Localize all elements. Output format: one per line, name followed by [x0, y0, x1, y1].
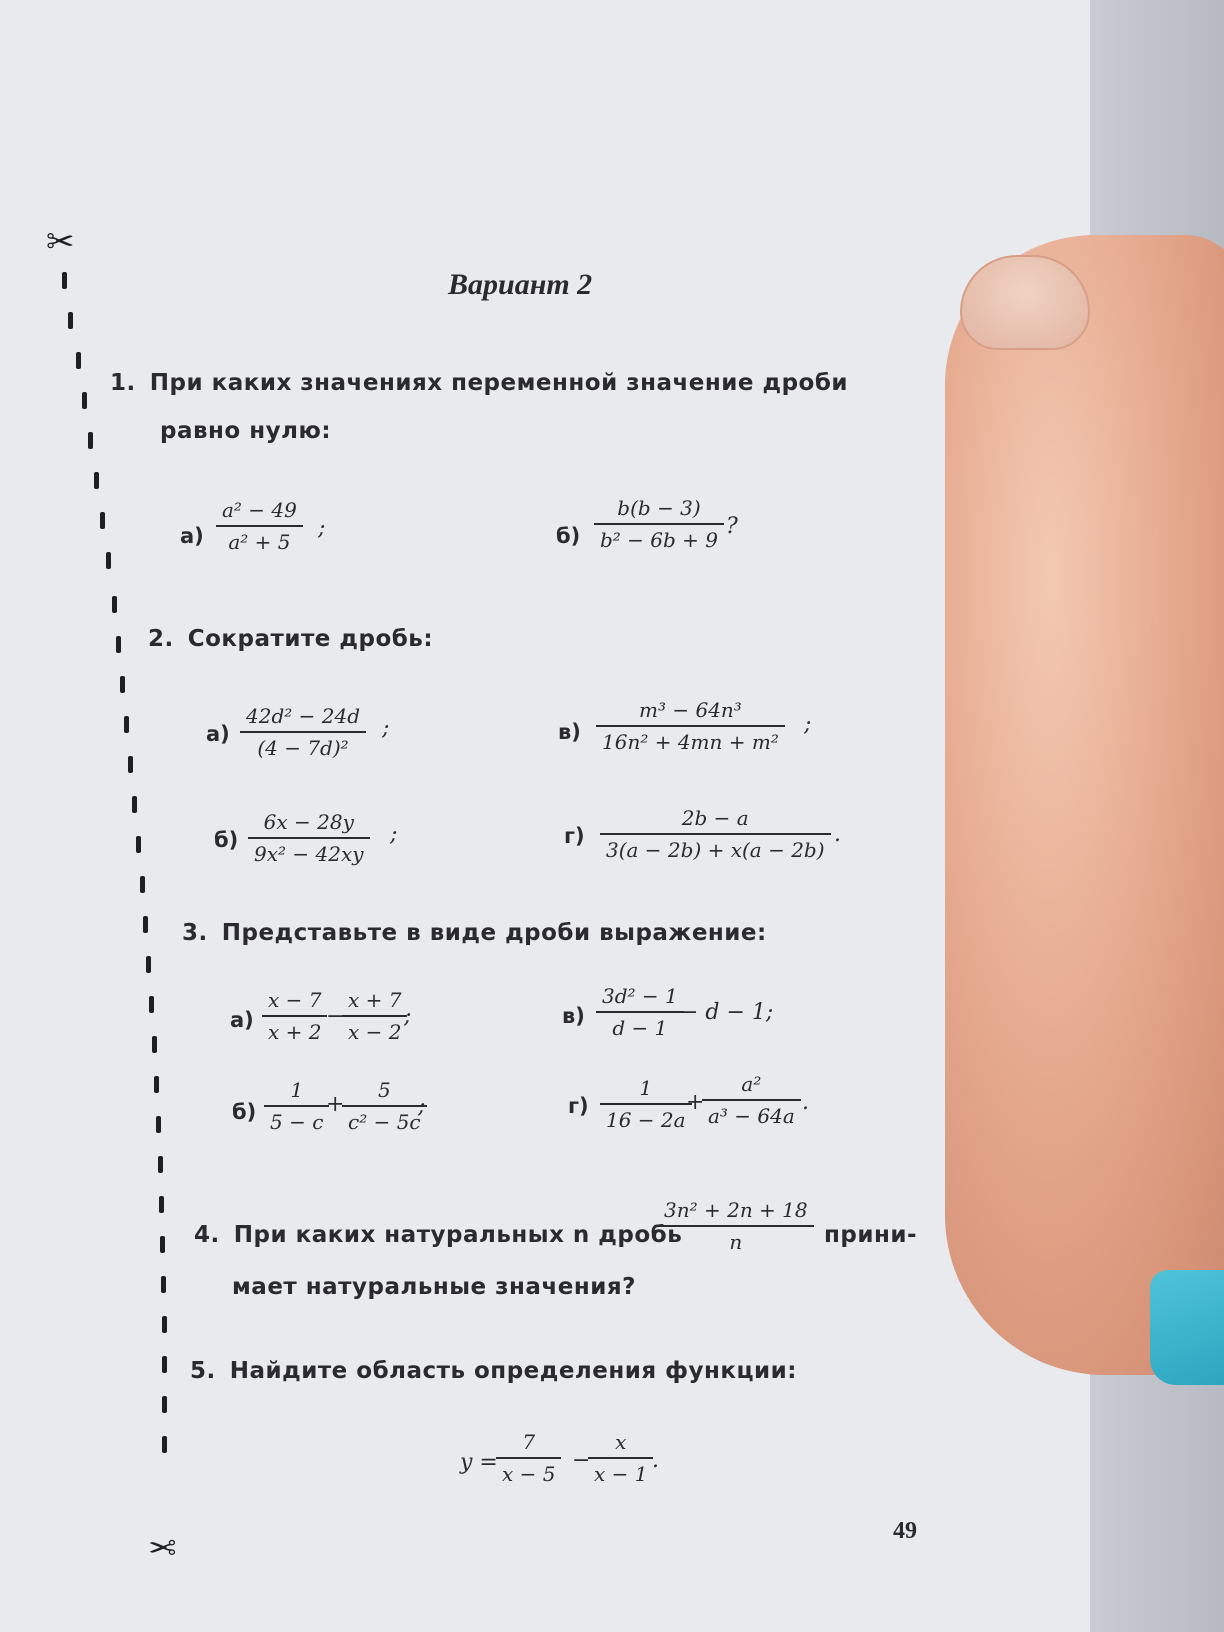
cut-dash: [116, 636, 121, 653]
task-5-lhs: y =: [460, 1450, 498, 1475]
task-3b-punct: ;: [418, 1094, 426, 1119]
numerator: x + 7: [342, 988, 407, 1017]
task-1-line-1: [110, 370, 848, 396]
cut-dash: [100, 512, 105, 529]
task-2a-fraction: [240, 704, 366, 760]
task-2a-punct: ;: [382, 716, 390, 741]
numerator: a² − 49: [216, 498, 303, 527]
task-3-line: [182, 920, 767, 946]
denominator: b² − 6b + 9: [600, 528, 719, 552]
task-1a-label: а): [180, 524, 204, 548]
cut-dash: [82, 392, 87, 409]
task-3a-punct: ;: [404, 1004, 412, 1029]
task-4-number: 4.: [194, 1222, 220, 1248]
task-2v-punct: ;: [804, 712, 812, 737]
task-3g-label: г): [568, 1094, 589, 1118]
task-1b-punct: ?: [726, 514, 738, 539]
task-2g-punct: .: [834, 822, 841, 847]
task-3g-punct: .: [802, 1090, 809, 1115]
task-3g-operator: +: [686, 1090, 705, 1115]
task-1-number: 1.: [110, 370, 136, 396]
numerator: x − 7: [262, 988, 327, 1017]
denominator: c² − 5c: [348, 1110, 421, 1134]
denominator: a³ − 64a: [708, 1104, 795, 1128]
task-1a-fraction: [216, 498, 303, 554]
denominator: a² + 5: [228, 530, 291, 554]
task-3g-fraction-1: [600, 1076, 692, 1132]
cut-dash: [128, 756, 133, 773]
task-3b-fraction-1: [264, 1078, 329, 1134]
denominator: 16 − 2a: [606, 1108, 686, 1132]
numerator: 3d² − 1: [596, 984, 684, 1013]
task-3v-rest: − d − 1;: [680, 1000, 774, 1025]
numerator: b(b − 3): [594, 496, 724, 525]
cut-dash: [149, 996, 154, 1013]
cut-line: [0, 0, 200, 1632]
cut-dash: [88, 432, 93, 449]
task-3a-fraction-1: [262, 988, 327, 1044]
numerator: 1: [264, 1078, 329, 1107]
cut-dash: [106, 552, 111, 569]
cut-dash: [62, 272, 67, 289]
numerator: x: [588, 1430, 653, 1459]
numerator: 1: [600, 1076, 692, 1105]
scissors-icon: ✂: [148, 1526, 177, 1566]
thumb-nail: [960, 255, 1090, 350]
numerator: 2b − a: [600, 806, 831, 835]
task-3-number: 3.: [182, 920, 208, 946]
cut-dash: [124, 716, 129, 733]
task-1-text: При каких значениях переменной значение дроби: [149, 370, 849, 396]
task-5-number: 5.: [190, 1358, 216, 1384]
task-2b-punct: ;: [390, 822, 398, 847]
cut-dash: [94, 472, 99, 489]
task-4-text-end: прини-: [824, 1222, 918, 1248]
task-5-fraction-1: [496, 1430, 561, 1486]
cut-dash: [156, 1116, 161, 1133]
cut-dash: [68, 312, 73, 329]
numerator: a²: [702, 1072, 801, 1101]
denominator: 5 − c: [270, 1110, 324, 1134]
bracelet: [1150, 1270, 1224, 1385]
task-1b-fraction: [594, 496, 724, 552]
denominator: x + 2: [268, 1020, 322, 1044]
task-2b-fraction: [248, 810, 370, 866]
task-3v-label: в): [562, 1004, 585, 1028]
cut-dash: [158, 1156, 163, 1173]
cut-dash: [146, 956, 151, 973]
cut-dash: [154, 1076, 159, 1093]
task-1a-punct: ;: [318, 516, 326, 541]
task-2g-fraction: [600, 806, 831, 862]
page-number: 49: [893, 1518, 917, 1544]
denominator: d − 1: [612, 1016, 668, 1040]
page-title: Вариант 2: [448, 268, 593, 301]
task-3b-label: б): [232, 1100, 257, 1124]
cut-dash: [162, 1396, 167, 1413]
cut-dash: [160, 1236, 165, 1253]
cut-dash: [112, 596, 117, 613]
task-3g-fraction-2: [702, 1072, 801, 1128]
denominator: 3(a − 2b) + x(a − 2b): [606, 838, 825, 862]
task-3-text: Представьте в виде дроби выражение:: [221, 920, 767, 946]
denominator: n: [729, 1230, 743, 1254]
cut-dash: [76, 352, 81, 369]
denominator: x − 1: [594, 1462, 648, 1486]
cut-dash: [161, 1276, 166, 1293]
task-2a-label: а): [206, 722, 230, 746]
denominator: x − 5: [502, 1462, 556, 1486]
task-3b-fraction-2: [342, 1078, 427, 1134]
task-2b-label: б): [214, 828, 239, 852]
cut-dash: [162, 1316, 167, 1333]
cut-dash: [162, 1436, 167, 1453]
cut-dash: [159, 1196, 164, 1213]
task-5-punct: .: [652, 1448, 659, 1473]
task-5-line: [190, 1358, 797, 1384]
task-3a-label: а): [230, 1008, 254, 1032]
numerator: 42d² − 24d: [240, 704, 366, 733]
task-5-fraction-2: [588, 1430, 653, 1486]
numerator: 7: [496, 1430, 561, 1459]
denominator: x − 2: [348, 1020, 402, 1044]
task-2-line: [148, 626, 433, 652]
task-2-text: Сократите дробь:: [187, 626, 434, 652]
numerator: 5: [342, 1078, 427, 1107]
task-2v-fraction: [596, 698, 785, 754]
task-5-text: Найдите область определения функции:: [229, 1358, 797, 1384]
scissors-icon: ✂: [46, 222, 75, 262]
task-4-text: При каких натуральных n дробь: [233, 1222, 683, 1248]
cut-dash: [132, 796, 137, 813]
task-4-line-1: [194, 1222, 682, 1248]
task-1b-label: б): [556, 524, 581, 548]
cut-dash: [136, 836, 141, 853]
cut-dash: [143, 916, 148, 933]
task-2v-label: в): [558, 720, 581, 744]
task-1-line-2: равно нулю:: [160, 418, 332, 444]
cut-dash: [152, 1036, 157, 1053]
task-4-fraction: [658, 1198, 814, 1254]
task-2g-label: г): [564, 824, 585, 848]
hand: [945, 235, 1224, 1375]
numerator: 3n² + 2n + 18: [658, 1198, 814, 1227]
task-2-number: 2.: [148, 626, 174, 652]
task-3v-fraction: [596, 984, 684, 1040]
task-3b-operator: +: [326, 1092, 345, 1117]
task-4-line-2: мает натуральные значения?: [232, 1274, 636, 1300]
cut-dash: [162, 1356, 167, 1373]
numerator: 6x − 28y: [248, 810, 370, 839]
denominator: 9x² − 42xy: [254, 842, 364, 866]
denominator: 16n² + 4mn + m²: [602, 730, 779, 754]
denominator: (4 − 7d)²: [257, 736, 349, 760]
numerator: m³ − 64n³: [596, 698, 785, 727]
cut-dash: [140, 876, 145, 893]
task-3a-operator: −: [326, 1004, 345, 1029]
cut-dash: [120, 676, 125, 693]
task-3a-fraction-2: [342, 988, 407, 1044]
task-5-operator: −: [572, 1448, 591, 1473]
